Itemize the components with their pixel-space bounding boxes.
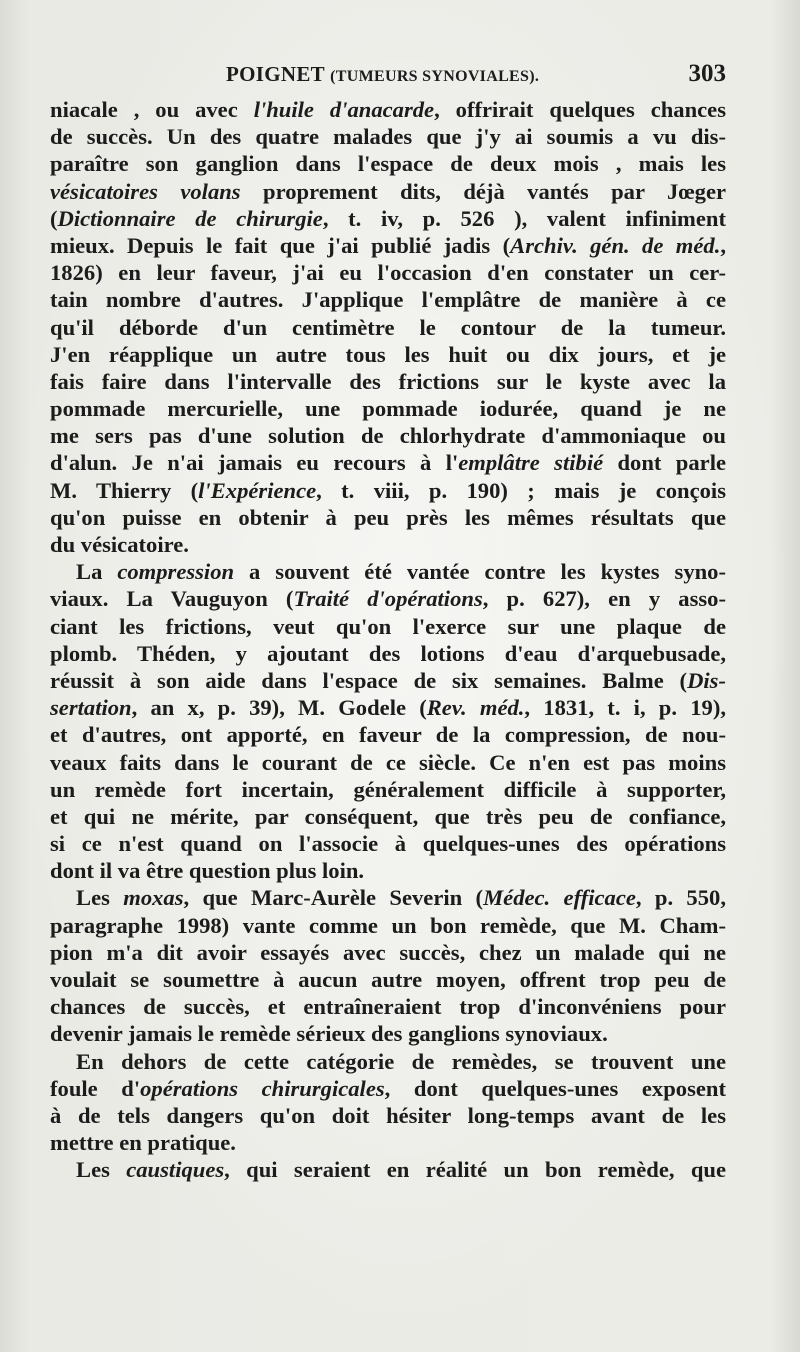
text-segment: et d'autres, ont apporté, en faveur de la compression, de nou-	[50, 722, 726, 748]
text-segment: du vésicatoire.	[50, 532, 189, 557]
italic-text: opérations chirurgicales	[140, 1075, 385, 1101]
text-segment: devenir jamais le remède sérieux des ganglions synoviaux.	[50, 1021, 608, 1047]
text-line	[50, 395, 726, 422]
text-line	[50, 259, 726, 286]
text-line	[50, 232, 726, 259]
text-segment: un remède fort incertain, généralement difficile à supporter,	[50, 776, 726, 802]
text-line	[50, 830, 726, 857]
text-line	[50, 613, 726, 640]
text-segment: M. Thierry (	[50, 477, 199, 503]
text-segment: foule d'	[50, 1075, 141, 1101]
text-line	[50, 178, 726, 205]
text-segment: à de tels dangers qu'on doit hésiter long-temps avant de les	[50, 1102, 726, 1128]
italic-text: l'Expérience	[198, 477, 317, 503]
text-line	[50, 721, 726, 748]
text-segment: La	[76, 559, 118, 585]
text-line	[50, 1048, 726, 1075]
italic-text: emplâtre stibié	[458, 450, 604, 476]
text-segment: chances de succès, et entraîneraient trop d'inconvéniens pour	[50, 994, 726, 1020]
page-number: 303	[688, 60, 726, 87]
text-line	[50, 803, 726, 830]
text-line	[50, 585, 726, 612]
italic-text: Dictionnaire de chirurgie	[57, 205, 323, 231]
text-line	[50, 1129, 726, 1156]
text-segment: voulait se soumettre à aucun autre moyen, offrent trop peu de	[50, 967, 726, 992]
text-segment: , qui seraient en réalité un bon remède, que	[224, 1157, 726, 1183]
italic-text: moxas	[123, 885, 184, 911]
text-segment: J'en réapplique un autre tous les huit ou dix jours, et je	[50, 341, 726, 367]
text-line	[50, 776, 726, 803]
text-segment: , an x, p. 39), M. Godele (	[131, 695, 427, 721]
text-line	[50, 966, 726, 993]
text-line	[50, 205, 726, 232]
italic-text: vésicatoires volans	[50, 178, 241, 204]
text-segment: paragraphe 1998) vante comme un bon remède, que M. Cham-	[50, 912, 726, 938]
text-segment: , p. 550,	[635, 885, 726, 911]
text-segment: niacale , ou avec	[50, 97, 254, 122]
text-line	[50, 422, 726, 449]
text-line	[50, 1156, 726, 1183]
text-line	[50, 150, 726, 177]
italic-text: Médec. efficace	[483, 885, 636, 911]
text-segment: si ce n'est quand on l'associe à quelques-unes des opérations	[50, 831, 726, 857]
page-header	[50, 58, 726, 94]
text-line	[50, 123, 726, 150]
text-segment: En dehors de cette catégorie de remèdes, se trouvent une	[76, 1048, 726, 1074]
italic-text: compression	[117, 559, 235, 585]
text-line	[50, 694, 726, 721]
text-segment: ,	[720, 232, 726, 258]
body-text	[50, 96, 726, 1184]
text-line	[50, 449, 726, 476]
text-segment: a souvent été vantée contre les kystes syno-	[234, 559, 726, 585]
text-line	[50, 477, 726, 504]
text-segment: pommade mercurielle, une pommade iodurée, quand je ne	[50, 396, 726, 422]
text-line	[50, 96, 726, 123]
text-segment: Les	[76, 1157, 127, 1183]
text-segment: qu'on puisse en obtenir à peu près les mêmes résultats que	[50, 504, 726, 530]
italic-text: Traité d'opérations	[293, 586, 483, 612]
text-segment: , t. viii, p. 190) ; mais je conçois	[316, 477, 726, 503]
text-segment: viaux. La Vauguyon (	[50, 586, 294, 612]
text-segment: proprement dits, déjà vantés par Jœger	[240, 178, 726, 204]
text-line	[50, 504, 726, 531]
text-segment: 1826) en leur faveur, j'ai eu l'occasion d'en constater un cer-	[50, 260, 726, 286]
text-line	[50, 558, 726, 585]
text-segment: paraître son ganglion dans l'espace de deux mois , mais les	[50, 151, 726, 177]
text-segment: , p. 627), en y asso-	[482, 586, 726, 612]
text-segment: plomb. Théden, y ajoutant des lotions d'eau d'arquebusade,	[50, 640, 726, 666]
text-segment: , offrirait quelques chances	[434, 97, 726, 122]
text-segment: mieux. Depuis le fait que j'ai publié jadis (	[50, 232, 511, 258]
italic-text: sertation	[50, 695, 132, 721]
text-segment: me sers pas d'une solution de chlorhydrate d'ammoniaque ou	[50, 423, 726, 449]
text-segment: qu'il déborde d'un centimètre le contour de la tumeur.	[50, 314, 726, 340]
text-line	[50, 1020, 726, 1047]
text-segment: Les	[76, 885, 124, 911]
text-segment: , t. iv, p. 526 ), valent infiniment	[322, 205, 726, 231]
text-segment: pion m'a dit avoir essayés avec succès, chez un malade qui ne	[50, 939, 726, 965]
text-segment: de succès. Un des quatre malades que j'y ai soumis a vu dis-	[50, 124, 726, 150]
italic-text: Archiv. gén. de méd.	[510, 232, 721, 258]
running-head-title: POIGNET	[226, 62, 325, 86]
text-segment: , que Marc-Aurèle Severin (	[183, 885, 484, 911]
italic-text: caustiques	[126, 1157, 225, 1183]
text-line	[50, 667, 726, 694]
text-line	[50, 939, 726, 966]
text-line	[50, 314, 726, 341]
text-line	[50, 749, 726, 776]
text-segment: ciant les frictions, veut qu'on l'exerce sur une plaque de	[50, 613, 726, 639]
text-segment: dont parle	[603, 450, 726, 476]
text-line	[50, 286, 726, 313]
text-line	[50, 341, 726, 368]
text-segment: (	[50, 205, 58, 231]
text-line	[50, 912, 726, 939]
text-segment: d'alun. Je n'ai jamais eu recours à l'	[50, 450, 459, 476]
text-segment: et qui ne mérite, par conséquent, que très peu de confiance,	[50, 803, 726, 829]
running-head	[226, 62, 539, 87]
text-segment: veaux faits dans le courant de ce siècle. Ce n'en est pas moins	[50, 749, 726, 775]
text-line	[50, 531, 726, 558]
text-line	[50, 884, 726, 911]
text-segment: tain nombre d'autres. J'applique l'emplâtre de manière à ce	[50, 287, 726, 313]
text-segment: réussit à son aide dans l'espace de six semaines. Balme (	[50, 667, 688, 693]
text-segment: fais faire dans l'intervalle des frictions sur le kyste avec la	[50, 368, 726, 394]
text-segment: dont il va être question plus loin.	[50, 858, 365, 884]
text-line	[50, 368, 726, 395]
italic-text: Rev. méd.	[426, 695, 525, 721]
running-head-subtitle: (TUMEURS SYNOVIALES).	[330, 68, 540, 85]
text-line	[50, 1075, 726, 1102]
italic-text: Dis-	[687, 667, 726, 693]
italic-text: l'huile d'anacarde	[253, 97, 435, 122]
text-segment: mettre en pratique.	[50, 1130, 236, 1156]
text-line	[50, 857, 726, 884]
text-line	[50, 640, 726, 667]
text-segment: , 1831, t. i, p. 19),	[524, 695, 726, 721]
text-line	[50, 993, 726, 1020]
text-line	[50, 1102, 726, 1129]
text-segment: , dont quelques-unes exposent	[384, 1075, 726, 1101]
